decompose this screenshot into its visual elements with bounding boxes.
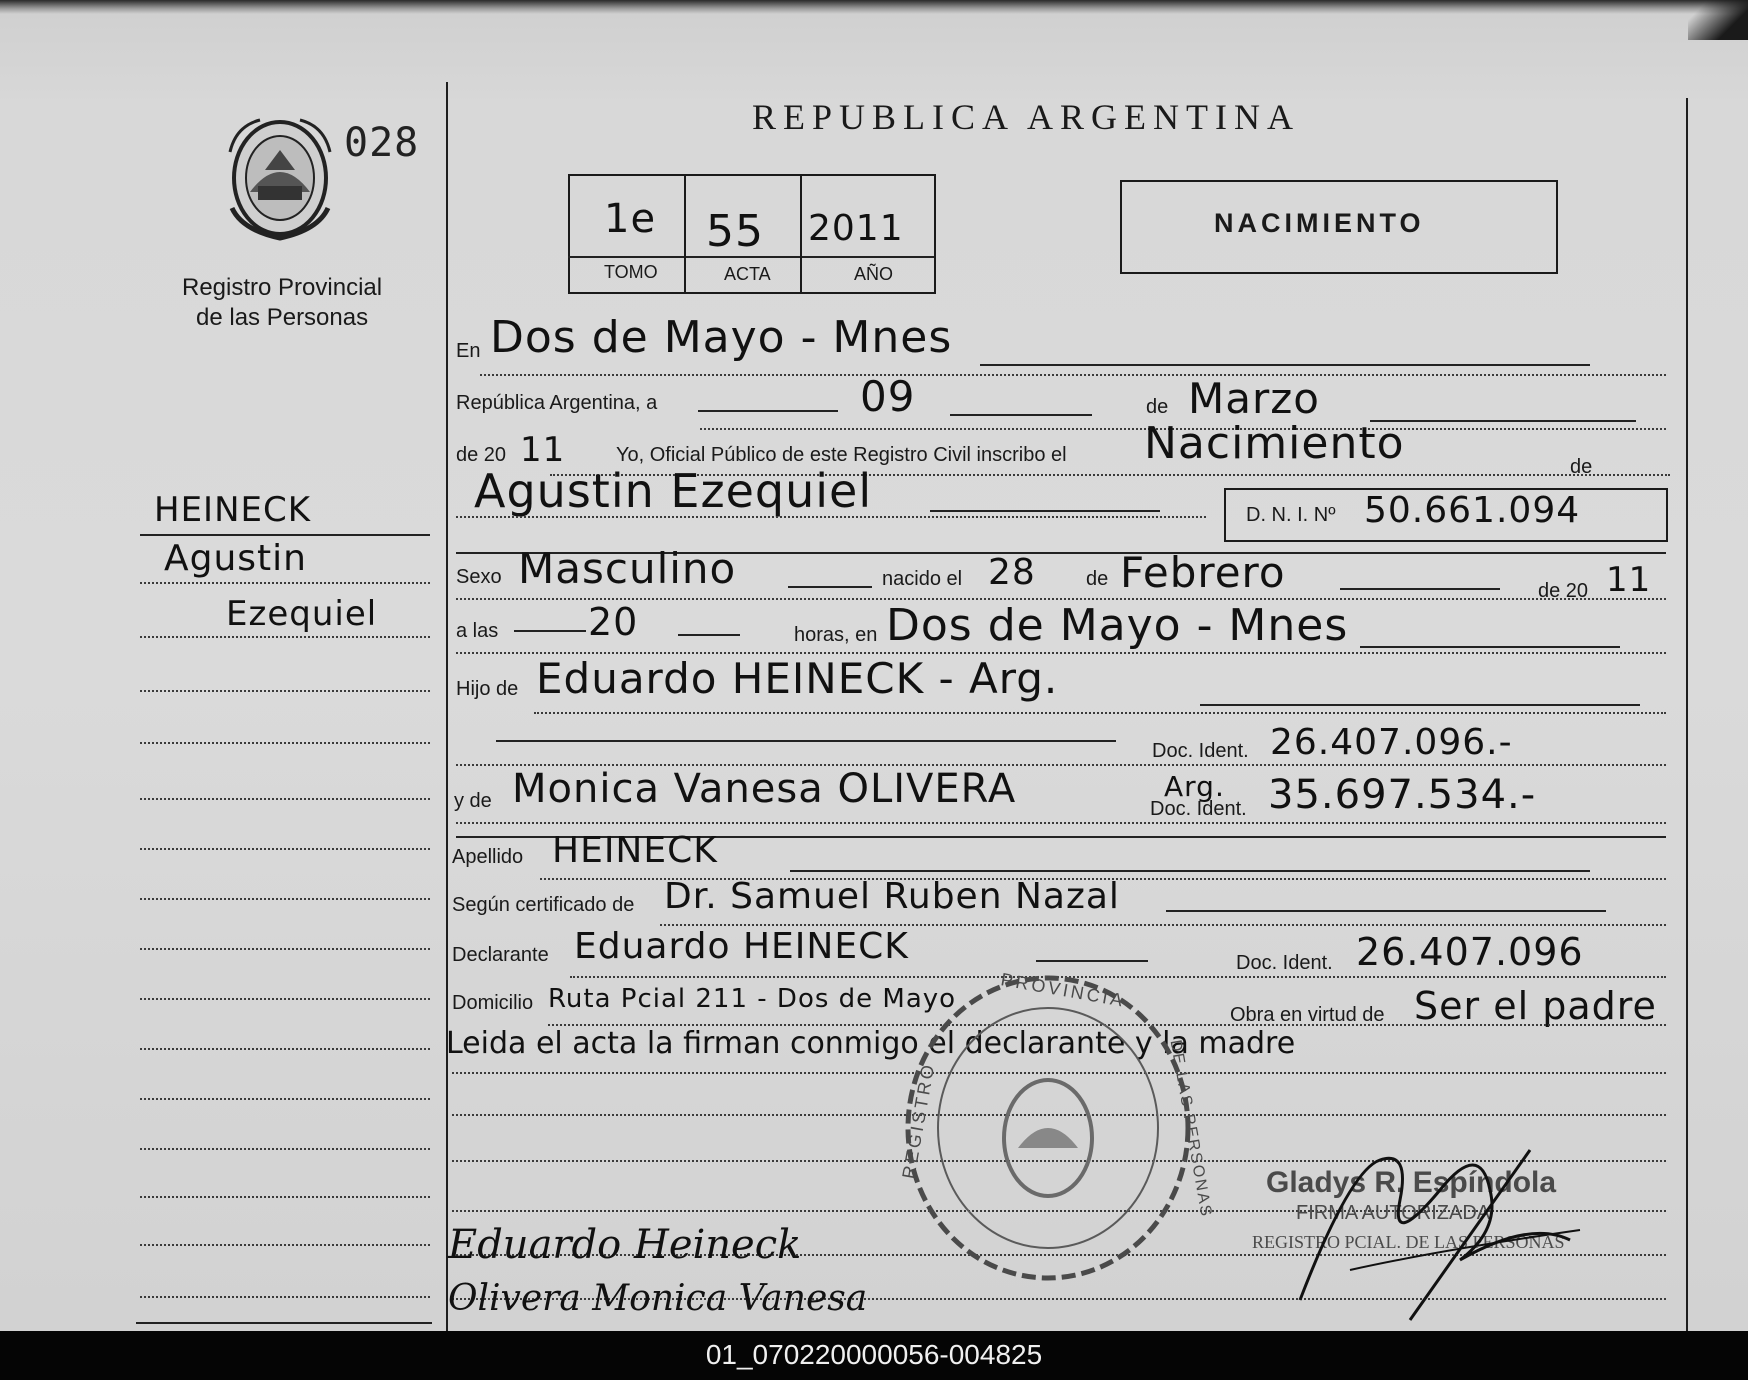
label-sexo: Sexo <box>456 566 502 588</box>
fill-line <box>930 510 1160 512</box>
page-edge-shadow <box>0 0 1748 14</box>
dotted-line <box>456 822 1666 824</box>
margin-given1: Agustin <box>164 538 307 579</box>
fill-line <box>1200 704 1640 706</box>
label-de: de <box>1146 396 1169 418</box>
value-father: Eduardo HEINECK - Arg. <box>536 654 1059 703</box>
value-birth-day: 28 <box>988 552 1036 593</box>
fill-line <box>1036 960 1148 962</box>
label-obra: Obra en virtud de <box>1230 1004 1385 1026</box>
official-title: FIRMA AUTORIZADA <box>1296 1202 1491 1224</box>
anio-value: 2011 <box>808 208 904 249</box>
margin-rule <box>140 1296 430 1298</box>
value-sex: Masculino <box>518 544 737 593</box>
label-de-3: de <box>1086 568 1109 590</box>
label-dni: D. N. I. Nº <box>1246 504 1336 526</box>
registry-stamp <box>898 968 1198 1288</box>
margin-rule <box>140 998 430 1000</box>
label-doc-ident-mother: Doc. Ident. <box>1150 798 1247 820</box>
value-mother-doc: 35.697.534.- <box>1268 772 1537 818</box>
value-closing-text: Leida el acta la firman conmigo el declarante y la madre <box>446 1026 1296 1061</box>
value-act-type: Nacimiento <box>1144 418 1405 469</box>
label-de-2: de <box>1570 456 1593 478</box>
file-id-bar <box>0 1331 1748 1380</box>
right-border <box>1686 98 1688 1331</box>
tomo-value: 1e <box>604 196 657 242</box>
value-birth-month: Febrero <box>1120 548 1286 597</box>
value-month: Marzo <box>1188 374 1320 423</box>
label-de-20-2: de 20 <box>1538 580 1589 602</box>
value-mother: Monica Vanesa OLIVERA <box>512 766 1017 812</box>
margin-rule <box>140 534 430 536</box>
acta-value: 55 <box>706 206 764 257</box>
margin-given2: Ezequiel <box>226 594 378 634</box>
province-seal <box>220 112 340 252</box>
label-a-las: a las <box>456 620 499 642</box>
official-signature-scribble <box>1290 1130 1590 1330</box>
label-de-20: de 20 <box>456 444 507 466</box>
fill-line <box>1340 588 1500 590</box>
label-yo-oficial: Yo, Oficial Público de este Registro Civil inscribo el <box>616 444 1067 466</box>
value-doctor: Dr. Samuel Ruben Nazal <box>664 876 1120 917</box>
fill-line <box>1360 646 1620 648</box>
signature-declarant: Eduardo Heineck <box>448 1222 802 1268</box>
fill-line <box>980 364 1590 366</box>
fill-line <box>788 586 872 588</box>
label-horas-en: horas, en <box>794 624 878 646</box>
stamp-text-left: REGISTRO <box>898 1060 939 1181</box>
tomo-label: TOMO <box>604 262 658 282</box>
value-year-suffix: 11 <box>520 430 566 470</box>
label-segun: Según certificado de <box>452 894 635 916</box>
page-corner <box>1688 0 1748 40</box>
official-name: Gladys R. Espíndola <box>1266 1166 1557 1199</box>
label-y-de: y de <box>454 790 492 812</box>
fill-line <box>790 870 1590 872</box>
margin-rule <box>140 1244 430 1246</box>
margin-surname: HEINECK <box>154 490 312 530</box>
margin-rule <box>140 690 430 692</box>
value-address: Ruta Pcial 211 - Dos de Mayo <box>548 984 957 1014</box>
margin-rule <box>140 636 430 638</box>
margin-rule <box>140 848 430 850</box>
official-org: REGISTRO PCIAL. DE LAS PERSONAS <box>1252 1232 1565 1252</box>
margin-rule <box>140 798 430 800</box>
label-nacido-el: nacido el <box>882 568 963 590</box>
value-declarant: Eduardo HEINECK <box>574 926 909 967</box>
file-id: 01_070220000056-004825 <box>705 1339 1043 1370</box>
stamp-text-right: DE LAS PERSONAS <box>1166 1038 1215 1220</box>
fill-line <box>678 634 740 636</box>
signature-icon <box>1290 1130 1590 1330</box>
registry-name-line2: de las Personas <box>196 304 369 331</box>
label-doc-ident-father: Doc. Ident. <box>1152 740 1249 762</box>
margin-bottom-rule <box>136 1322 432 1324</box>
country-title: REPUBLICA ARGENTINA <box>752 97 1301 137</box>
record-type: NACIMIENTO <box>1214 208 1425 238</box>
dotted-line <box>480 374 1666 376</box>
stamp-text-top: PROVINCIA <box>999 969 1127 1011</box>
value-birth-place: Dos de Mayo - Mnes <box>886 600 1349 651</box>
value-capacity: Ser el padre <box>1414 984 1657 1028</box>
page-number: 028 <box>344 120 420 166</box>
margin-rule <box>140 582 430 584</box>
signature-mother: Olivera Monica Vanesa <box>448 1278 868 1319</box>
label-en: En <box>456 340 481 362</box>
label-apellido: Apellido <box>452 846 524 868</box>
value-declarant-doc: 26.407.096 <box>1356 930 1584 974</box>
margin-rule <box>140 1148 430 1150</box>
value-surname: HEINECK <box>552 830 718 871</box>
value-place: Dos de Mayo - Mnes <box>490 312 953 363</box>
record-box-cell-divider <box>684 174 686 292</box>
value-father-doc: 26.407.096.- <box>1270 722 1513 763</box>
anio-label: AÑO <box>854 264 894 284</box>
record-box-cell-divider <box>800 174 802 292</box>
value-dni: 50.661.094 <box>1364 490 1581 531</box>
margin-rule <box>140 1048 430 1050</box>
fill-line <box>698 410 838 412</box>
margin-rule <box>140 1098 430 1100</box>
margin-rule <box>140 1196 430 1198</box>
label-declarante: Declarante <box>452 944 549 966</box>
registry-name-line1: Registro Provincial <box>182 274 383 301</box>
label-domicilio: Domicilio <box>452 992 534 1014</box>
fill-line <box>496 740 1116 742</box>
value-child-name: Agustin Ezequiel <box>474 464 873 518</box>
value-mother-nationality: Arg. <box>1164 770 1225 803</box>
column-divider <box>446 82 448 1331</box>
fill-line <box>1370 420 1636 422</box>
fill-line <box>950 414 1092 416</box>
dotted-line <box>534 712 1666 714</box>
misiones-seal-icon <box>220 112 340 252</box>
round-stamp-icon <box>898 968 1198 1288</box>
label-hijo-de: Hijo de <box>456 678 519 700</box>
fill-line <box>1166 910 1606 912</box>
value-hour: 20 <box>588 600 639 644</box>
value-birth-year: 11 <box>1606 560 1652 600</box>
label-republica: República Argentina, a <box>456 392 658 414</box>
margin-rule <box>140 948 430 950</box>
fill-line <box>514 630 586 632</box>
value-day: 09 <box>860 372 916 421</box>
margin-rule <box>140 898 430 900</box>
margin-rule <box>140 742 430 744</box>
dotted-line <box>456 516 1206 518</box>
acta-label: ACTA <box>724 264 771 284</box>
label-doc-ident-declarant: Doc. Ident. <box>1236 952 1333 974</box>
